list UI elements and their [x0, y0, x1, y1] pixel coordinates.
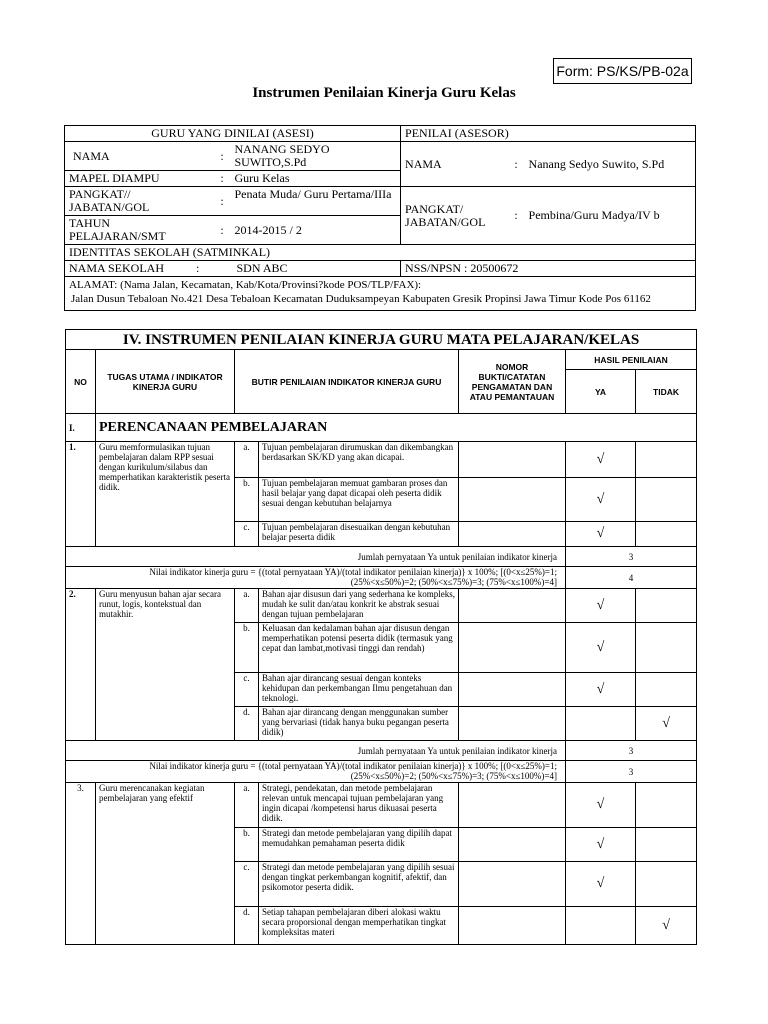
item-text: Bahan ajar dirancang dengan menggunakan sumber yang bervariasi (tidak hanya buku pegangan peserta didik) [259, 707, 459, 741]
check-ya-mark: √ [566, 623, 636, 673]
mapel-value: Guru Kelas [231, 171, 401, 187]
item-evidence [459, 862, 566, 907]
item-letter: c. [235, 673, 259, 707]
check-tidak [636, 623, 697, 673]
check-ya-mark: √ [566, 673, 636, 707]
item-letter: a. [235, 783, 259, 828]
asesor-nama-label: NAMA [401, 142, 508, 187]
spacer [214, 261, 231, 277]
check-tidak [636, 783, 697, 828]
colon: : [508, 187, 525, 245]
check-ya-mark: √ [566, 478, 636, 522]
tahun-value: 2014-2015 / 2 [231, 216, 401, 245]
check-tidak [636, 589, 697, 623]
colon: : [214, 171, 231, 187]
check-ya-mark: √ [566, 862, 636, 907]
check-ya-mark: √ [566, 442, 636, 478]
pangkat-label: PANGKAT// JABATAN/GOL [65, 187, 214, 216]
colon: : [214, 216, 231, 245]
alamat-label: ALAMAT: (Nama Jalan, Kecamatan, Kab/Kota/Provinsi?kode POS/TLP/FAX): [69, 279, 422, 291]
check-ya-mark: √ [566, 828, 636, 862]
check-ya [566, 707, 636, 741]
item-text: Bahan ajar dirancang sesuai dengan konteks kehidupan dan perkembangan Ilmu pengetahuan dan teknologi. [259, 673, 459, 707]
item-text: Strategi dan metode pembelajaran yang dipilih dapat memudahkan pemahaman peserta didik [259, 828, 459, 862]
tahun-label: TAHUN PELAJARAN/SMT [65, 216, 214, 245]
nilai-value: 4 [566, 567, 697, 589]
sum-label: Jumlah pernyataan Ya untuk penilaian indikator kinerja [66, 741, 566, 761]
item-letter: b. [235, 478, 259, 522]
section-title: PERENCANAAN PEMBELAJARAN [96, 414, 697, 442]
check-tidak [636, 478, 697, 522]
check-ya-mark: √ [566, 783, 636, 828]
sum-value: 3 [566, 547, 697, 567]
col-hasil: HASIL PENILAIAN [566, 350, 697, 370]
sum-label: Jumlah pernyataan Ya untuk penilaian indikator kinerja [66, 547, 566, 567]
asesor-nama-value: Nanang Sedyo Suwito, S.Pd [525, 142, 696, 187]
item-letter: d. [235, 707, 259, 741]
nilai-label-line2: (25%<x≤50%)=2; (50%<x≤75%)=3; (75%<x≤100%)=4] [350, 577, 557, 587]
item-evidence [459, 673, 566, 707]
item-letter: b. [235, 828, 259, 862]
item-evidence [459, 623, 566, 673]
item-letter: c. [235, 522, 259, 547]
item-letter: a. [235, 589, 259, 623]
col-tugas: TUGAS UTAMA / INDIKATOR KINERJA GURU [96, 350, 235, 414]
item-evidence [459, 442, 566, 478]
alamat-value: Jalan Dusun Tebaloan No.421 Desa Tebaloan Kecamatan Duduksampeyan Kabupaten Gresik Propinsi Jawa Timur Kode Pos 61162 [71, 293, 651, 305]
sum-value: 3 [566, 741, 697, 761]
mapel-label: MAPEL DIAMPU [65, 171, 214, 187]
sum-row [66, 741, 697, 761]
nilai-value: 3 [566, 761, 697, 783]
col-no: NO [66, 350, 96, 414]
item-evidence [459, 522, 566, 547]
group-tugas: Guru merencanakan kegiatan pembelajaran yang efektif [96, 783, 235, 945]
nilai-label [66, 567, 566, 589]
item-letter: b. [235, 623, 259, 673]
nilai-row [66, 567, 697, 589]
colon: : [508, 142, 525, 187]
group-no: 3. [66, 783, 96, 945]
item-letter: a. [235, 442, 259, 478]
colon: : [214, 187, 231, 216]
col-nomor-bukti: NOMOR BUKTI/CATATAN PENGAMATAN DAN ATAU PEMANTAUAN [459, 350, 566, 414]
check-ya-mark: √ [566, 522, 636, 547]
item-letter: c. [235, 862, 259, 907]
col-butir: BUTIR PENILAIAN INDIKATOR KINERJA GURU [235, 350, 459, 414]
col-tidak: TIDAK [636, 370, 697, 414]
form-code: Form: PS/KS/PB-02a [553, 58, 692, 84]
sekolah-label: NAMA SEKOLAH : [65, 261, 214, 277]
nilai-label [66, 761, 566, 783]
nilai-label-line1: Nilai indikator kinerja guru = {(total pernyataan YA)/(total indikator penilaian kinerja)} x 100%; [(0<x≤25%)=1; [149, 567, 557, 577]
sekolah-header: IDENTITAS SEKOLAH (SATMINKAL) [65, 245, 696, 261]
penilai-header: PENILAI (ASESOR) [401, 126, 696, 142]
check-tidak [636, 828, 697, 862]
nss-npsn: NSS/NPSN : 20500672 [401, 261, 696, 277]
item-text: Setiap tahapan pembelajaran diberi alokasi waktu secara proporsional dengan memperhatikan tingkat kompleksitas materi [259, 907, 459, 945]
instrument-table [65, 329, 697, 945]
pangkat-value: Penata Muda/ Guru Pertama/IIIa [231, 187, 401, 216]
instrument-heading: IV. INSTRUMEN PENILAIAN KINERJA GURU MATA PELAJARAN/KELAS [66, 330, 697, 350]
item-text: Tujuan pembelajaran dirumuskan dan dikembangkan berdasarkan SK/KD yang akan dicapai. [259, 442, 459, 478]
item-row [66, 442, 697, 478]
item-text: Tujuan pembelajaran memuat gambaran proses dan hasil belajar yang dapat dicapai oleh peserta didik sesuai dengan kebutuhan belajarnya [259, 478, 459, 522]
check-tidak [636, 862, 697, 907]
check-tidak [636, 673, 697, 707]
item-text: Bahan ajar disusun dari yang sederhana ke kompleks, mudah ke sulit dan/atau konkrit ke abstrak sesuai dengan tujuan pembelajaran [259, 589, 459, 623]
item-row [66, 589, 697, 623]
sum-row [66, 547, 697, 567]
check-tidak-mark: √ [636, 907, 697, 945]
check-ya-mark: √ [566, 589, 636, 623]
nama-label: NAMA [65, 142, 214, 171]
item-text: Tujuan pembelajaran disesuaikan dengan kebutuhan belajar peserta didik [259, 522, 459, 547]
check-tidak [636, 442, 697, 478]
asesor-pangkat-label: PANGKAT/ JABATAN/GOL [401, 187, 508, 245]
item-text: Strategi, pendekatan, dan metode pembelajaran relevan untuk mencapai tujuan pembelajaran yang ingin dicapai /kompetensi harus dikuasai peserta didik. [259, 783, 459, 828]
guru-header: GURU YANG DINILAI (ASESI) [65, 126, 401, 142]
item-evidence [459, 907, 566, 945]
sekolah-value: SDN ABC [231, 261, 401, 277]
group-no: 2. [66, 589, 96, 741]
item-evidence [459, 707, 566, 741]
check-tidak-mark: √ [636, 707, 697, 741]
nilai-row [66, 761, 697, 783]
identity-table [64, 125, 696, 311]
check-ya [566, 907, 636, 945]
item-text: Keluasan dan kedalaman bahan ajar disusun dengan memperhatikan potensi peserta didik (termasuk yang cepat dan lambat,motivasi tinggi dan rendah) [259, 623, 459, 673]
item-evidence [459, 589, 566, 623]
check-tidak [636, 522, 697, 547]
item-evidence [459, 783, 566, 828]
item-letter: d. [235, 907, 259, 945]
section-no: I. [66, 414, 96, 442]
document-title: Instrumen Penilaian Kinerja Guru Kelas [252, 85, 516, 101]
nama-value: NANANG SEDYO SUWITO,S.Pd [231, 142, 401, 171]
colon: : [214, 142, 231, 171]
group-no: 1. [66, 442, 96, 547]
item-evidence [459, 478, 566, 522]
item-evidence [459, 828, 566, 862]
group-tugas: Guru memformulasikan tujuan pembelajaran dalam RPP sesuai dengan kurikulum/silabus dan memperhatikan karakteristik peserta didik. [96, 442, 235, 547]
col-ya: YA [566, 370, 636, 414]
item-row [66, 783, 697, 828]
asesor-pangkat-value: Pembina/Guru Madya/IV b [525, 187, 696, 245]
nilai-label-line1: Nilai indikator kinerja guru = {(total pernyataan YA)/(total indikator penilaian kinerja)} x 100%; [(0<x≤25%)=1; [149, 761, 557, 771]
group-tugas: Guru menyusun bahan ajar secara runut, logis, kontekstual dan mutakhir. [96, 589, 235, 741]
item-text: Strategi dan metode pembelajaran yang dipilih sesuai dengan tingkat perkembangan kognitif, afektif, dan psikomotor peserta didik. [259, 862, 459, 907]
nilai-label-line2: (25%<x≤50%)=2; (50%<x≤75%)=3; (75%<x≤100%)=4] [350, 771, 557, 781]
